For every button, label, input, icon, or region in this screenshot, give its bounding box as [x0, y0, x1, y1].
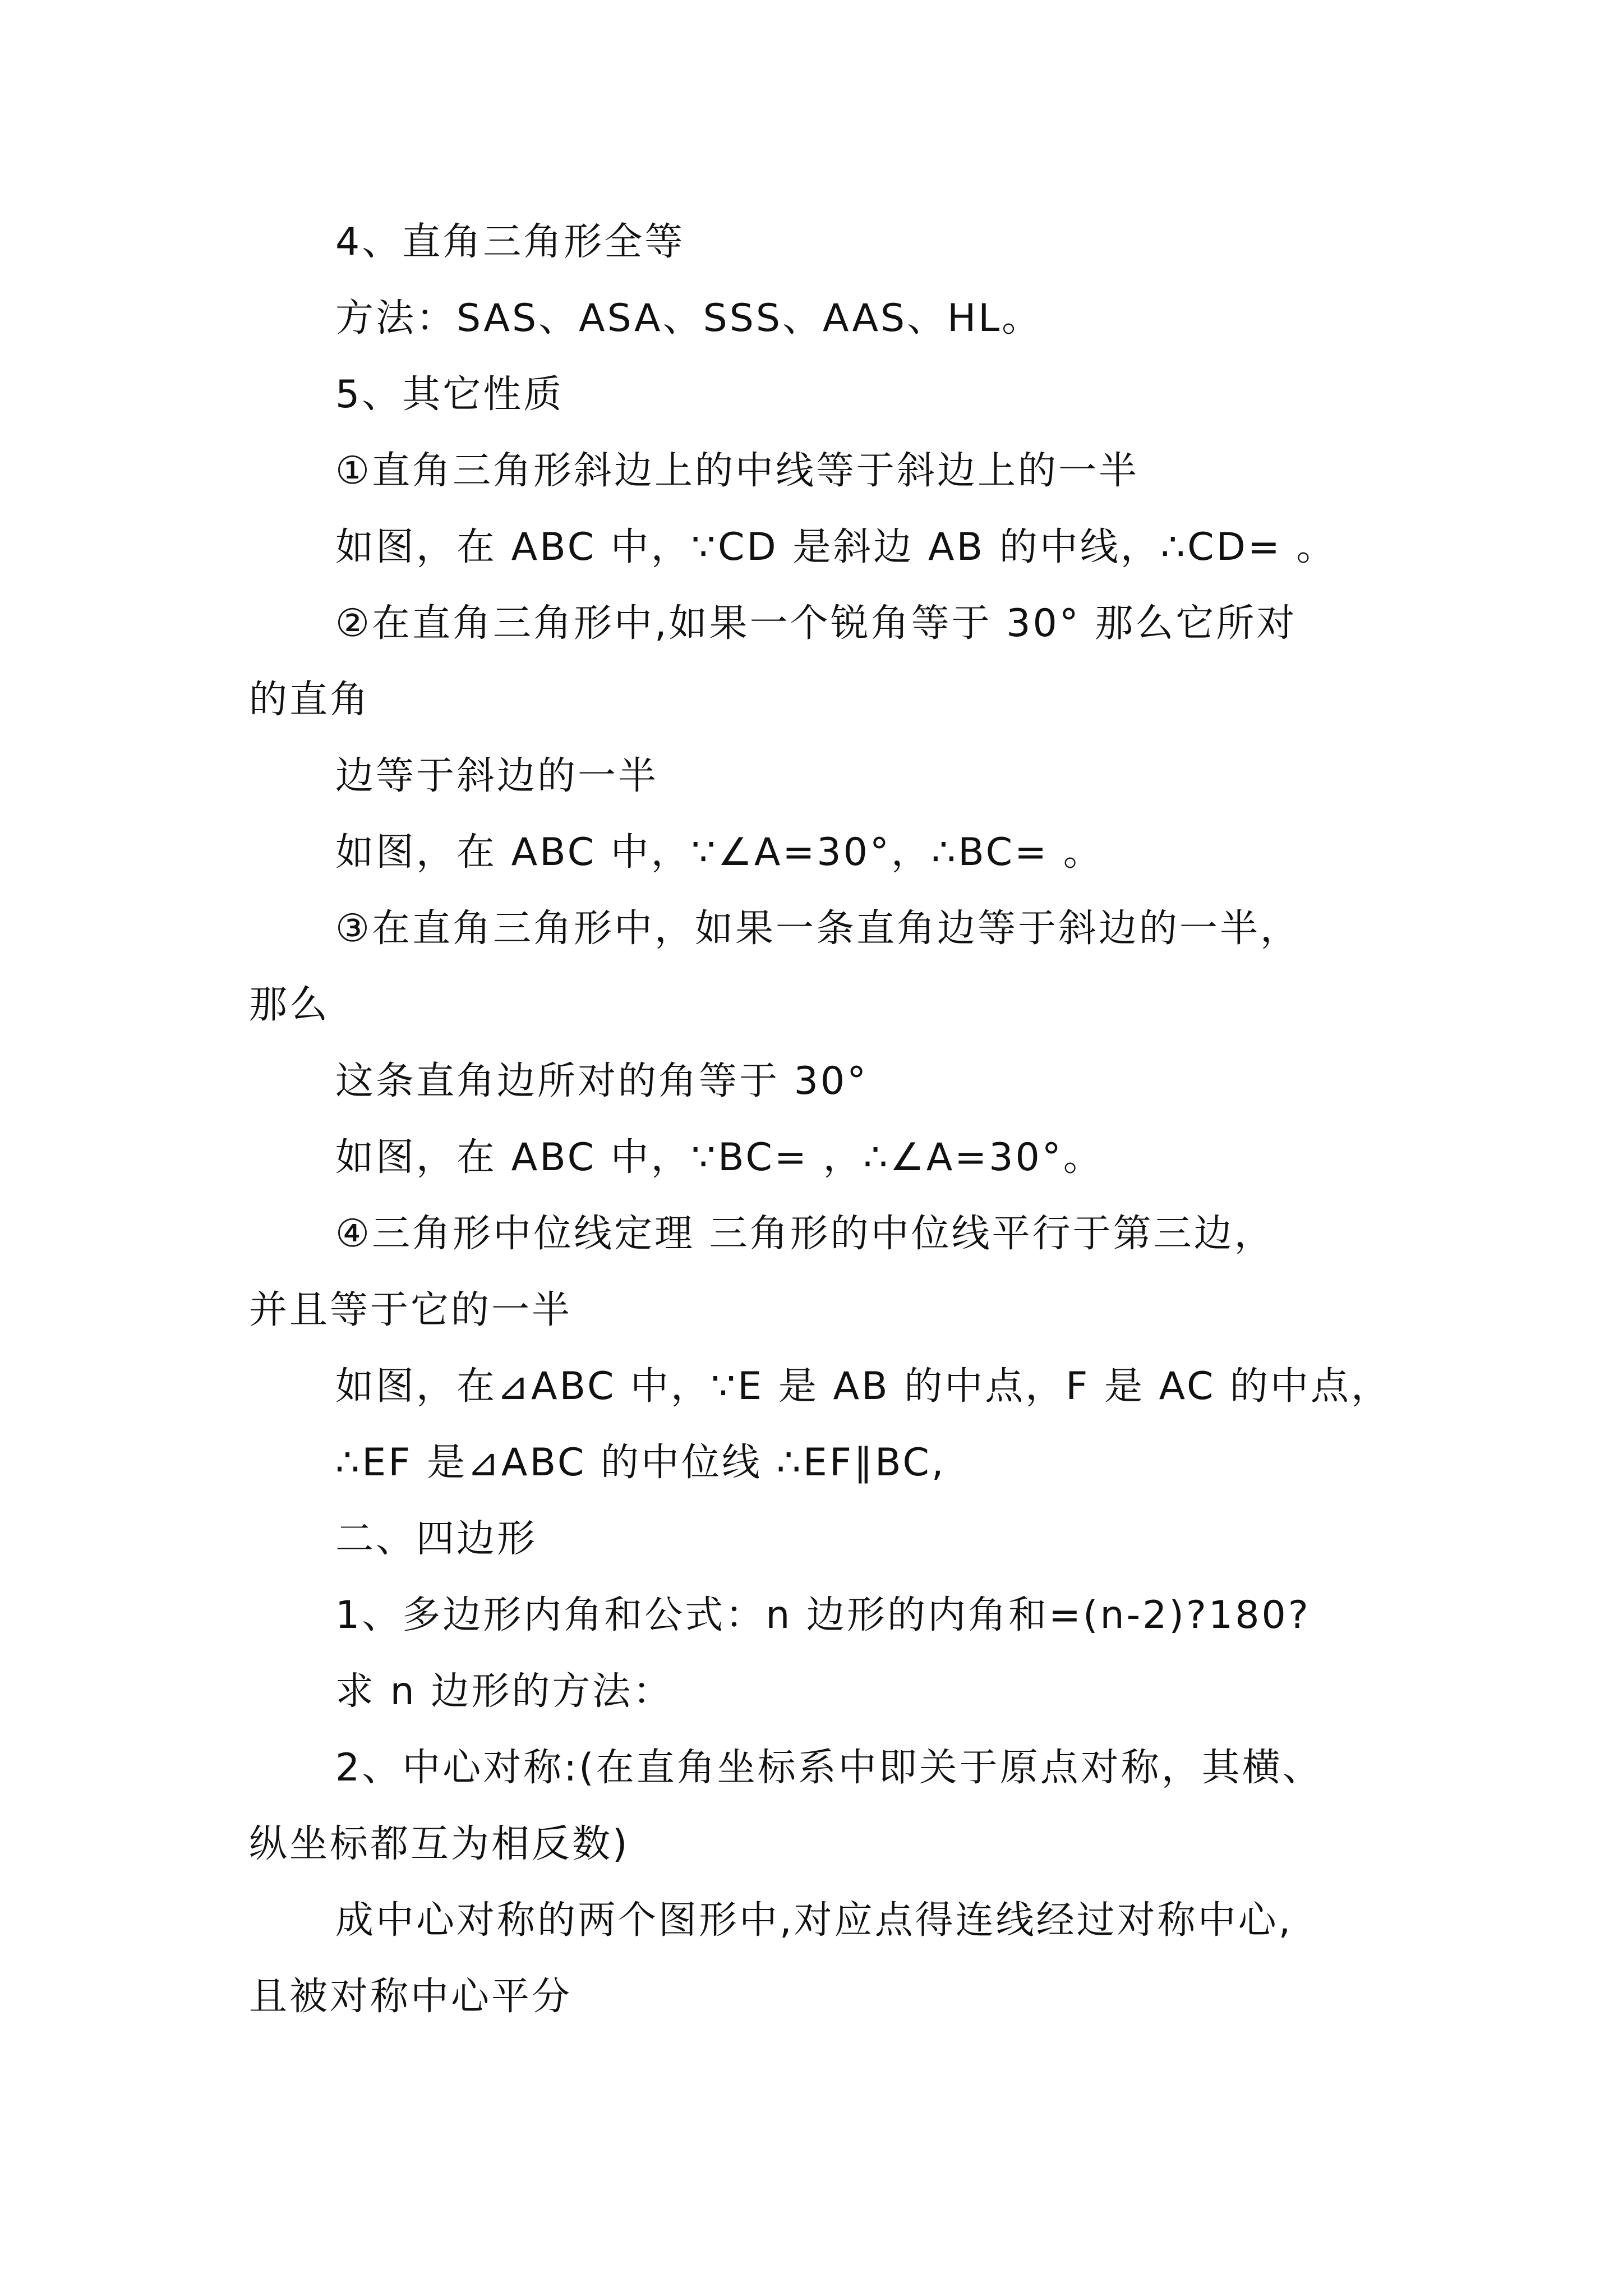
text-line-5: 如图，在 ABC 中，∵CD 是斜边 AB 的中线，∴CD= 。 — [335, 525, 1337, 569]
text-line-2: 方法：SAS、ASA、SSS、AAS、HL。 — [335, 296, 1043, 341]
text-line-3: 5、其它性质 — [335, 372, 564, 417]
text-line-10: ③在直角三角形中，如果一条直角边等于斜边的一半， — [335, 907, 1301, 951]
text-line-8: 边等于斜边的一半 — [335, 754, 659, 798]
text-line-16: 如图，在⊿ABC 中，∵E 是 AB 的中点，F 是 AC 的中点， — [335, 1364, 1392, 1409]
text-line-15: 并且等于它的一半 — [249, 1288, 573, 1332]
text-line-9: 如图，在 ABC 中，∵∠A=30°，∴BC= 。 — [335, 830, 1104, 875]
text-line-6: ②在直角三角形中,如果一个锐角等于 30° 那么它所对 — [335, 601, 1297, 646]
text-line-24: 且被对称中心平分 — [249, 1975, 573, 2019]
text-line-19: 1、多边形内角和公式：n 边形的内角和=(n-2)?180? — [335, 1593, 1311, 1637]
text-line-22: 纵坐标都互为相反数) — [249, 1822, 630, 1866]
text-line-11: 那么 — [249, 983, 330, 1027]
text-line-12: 这条直角边所对的角等于 30° — [335, 1059, 869, 1103]
text-line-13: 如图，在 ABC 中，∵BC= ，∴∠A=30°。 — [335, 1135, 1104, 1180]
text-line-18: 二、四边形 — [335, 1517, 538, 1561]
text-line-7: 的直角 — [249, 678, 371, 722]
text-line-4: ①直角三角形斜边上的中线等于斜边上的一半 — [335, 449, 1139, 493]
text-line-17: ∴EF 是⊿ABC 的中位线 ∴EF∥BC, — [335, 1441, 946, 1485]
text-line-23: 成中心对称的两个图形中,对应点得连线经过对称中心, — [335, 1898, 1293, 1943]
text-line-21: 2、中心对称:(在直角坐标系中即关于原点对称，其横、 — [335, 1746, 1323, 1790]
text-line-1: 4、直角三角形全等 — [335, 220, 685, 264]
text-line-14: ④三角形中位线定理 三角形的中位线平行于第三边， — [335, 1212, 1275, 1256]
text-line-20: 求 n 边形的方法： — [335, 1669, 674, 1714]
